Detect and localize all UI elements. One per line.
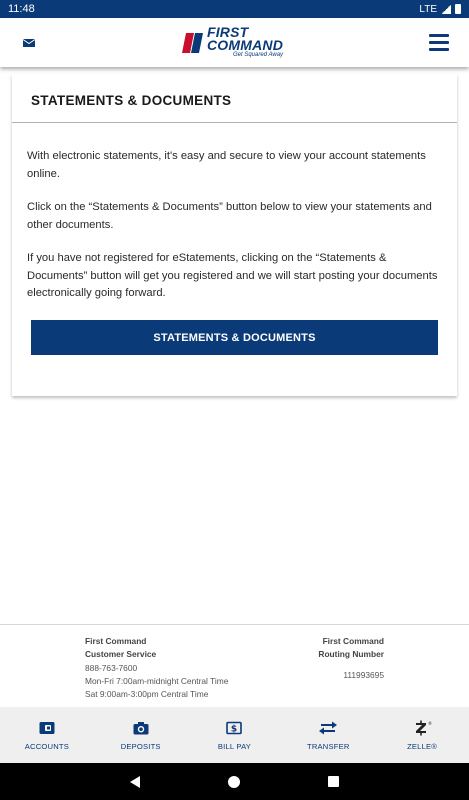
footer-info [0,624,469,707]
page-title: STATEMENTS & DOCUMENTS [31,93,232,108]
mail-icon[interactable] [22,36,36,50]
intro-paragraph: With electronic statements, it's easy and secure to view your account statements online. [27,150,426,180]
tab-label-bill-pay: BILL PAY [217,741,252,751]
tab-bill-pay[interactable] [189,720,279,751]
hamburger-menu-icon[interactable] [429,34,449,51]
tab-label-deposits: DEPOSITS [120,741,161,751]
tab-transfer[interactable] [283,720,373,751]
signal-icon [441,5,451,14]
rn-name: First Command [322,636,384,646]
recent-apps-icon[interactable] [328,776,339,787]
battery-icon [455,4,461,14]
status-bar [0,0,469,18]
app-header [0,18,469,67]
registration-paragraph: If you have not registered for eStatements, clicking on the “Statements & Documents” button will get you registered and we will start posting your documents electronically going forward. [27,252,438,299]
dollar-bill-icon [225,720,243,736]
home-icon[interactable] [228,776,240,788]
tab-label-zelle: ZELLE® [407,741,438,751]
bottom-tab-bar [0,707,469,763]
transfer-arrows-icon [319,720,337,736]
logo-text-command: COMMAND [206,37,284,54]
instruction-paragraph: Click on the “Statements & Documents” button below to view your statements and other documents. [27,201,432,231]
tab-accounts[interactable] [2,720,92,751]
network-type: LTE [419,3,437,15]
status-time: 11:48 [8,3,35,15]
statements-documents-button[interactable]: STATEMENTS & DOCUMENTS [31,320,438,355]
tab-deposits[interactable] [96,720,186,751]
tab-zelle[interactable] [377,720,467,751]
svg-text:®: ® [428,720,433,726]
wallet-icon [38,720,56,736]
routing-number-block [318,635,384,682]
camera-icon [132,720,150,736]
android-nav-bar [0,763,469,800]
customer-service-block [85,635,228,701]
zelle-icon [413,720,431,736]
back-icon[interactable] [130,776,140,788]
cs-name: First Command [85,636,147,646]
tab-label-transfer: TRANSFER [307,741,350,751]
cs-title: Customer Service [85,649,157,660]
title-divider [12,122,457,123]
first-command-logo [182,23,284,59]
tab-label-accounts: ACCOUNTS [24,741,69,751]
logo-tagline: Get Squared Away [233,52,284,59]
rn-title: Routing Number [318,649,384,660]
logo-mark-icon [182,31,204,55]
statements-card [12,74,457,396]
cs-hours-saturday: Sat 9:00am-3:00pm Central Time [85,689,209,700]
status-indicators [419,4,461,15]
cs-hours-weekday: Mon-Fri 7:00am-midnight Central Time [85,675,229,686]
cs-phone[interactable]: 888-763-7600 [85,662,138,673]
logo-text-first: FIRST [206,23,249,40]
svg-text:$: $ [231,724,238,734]
routing-number: 111993695 [343,669,384,680]
